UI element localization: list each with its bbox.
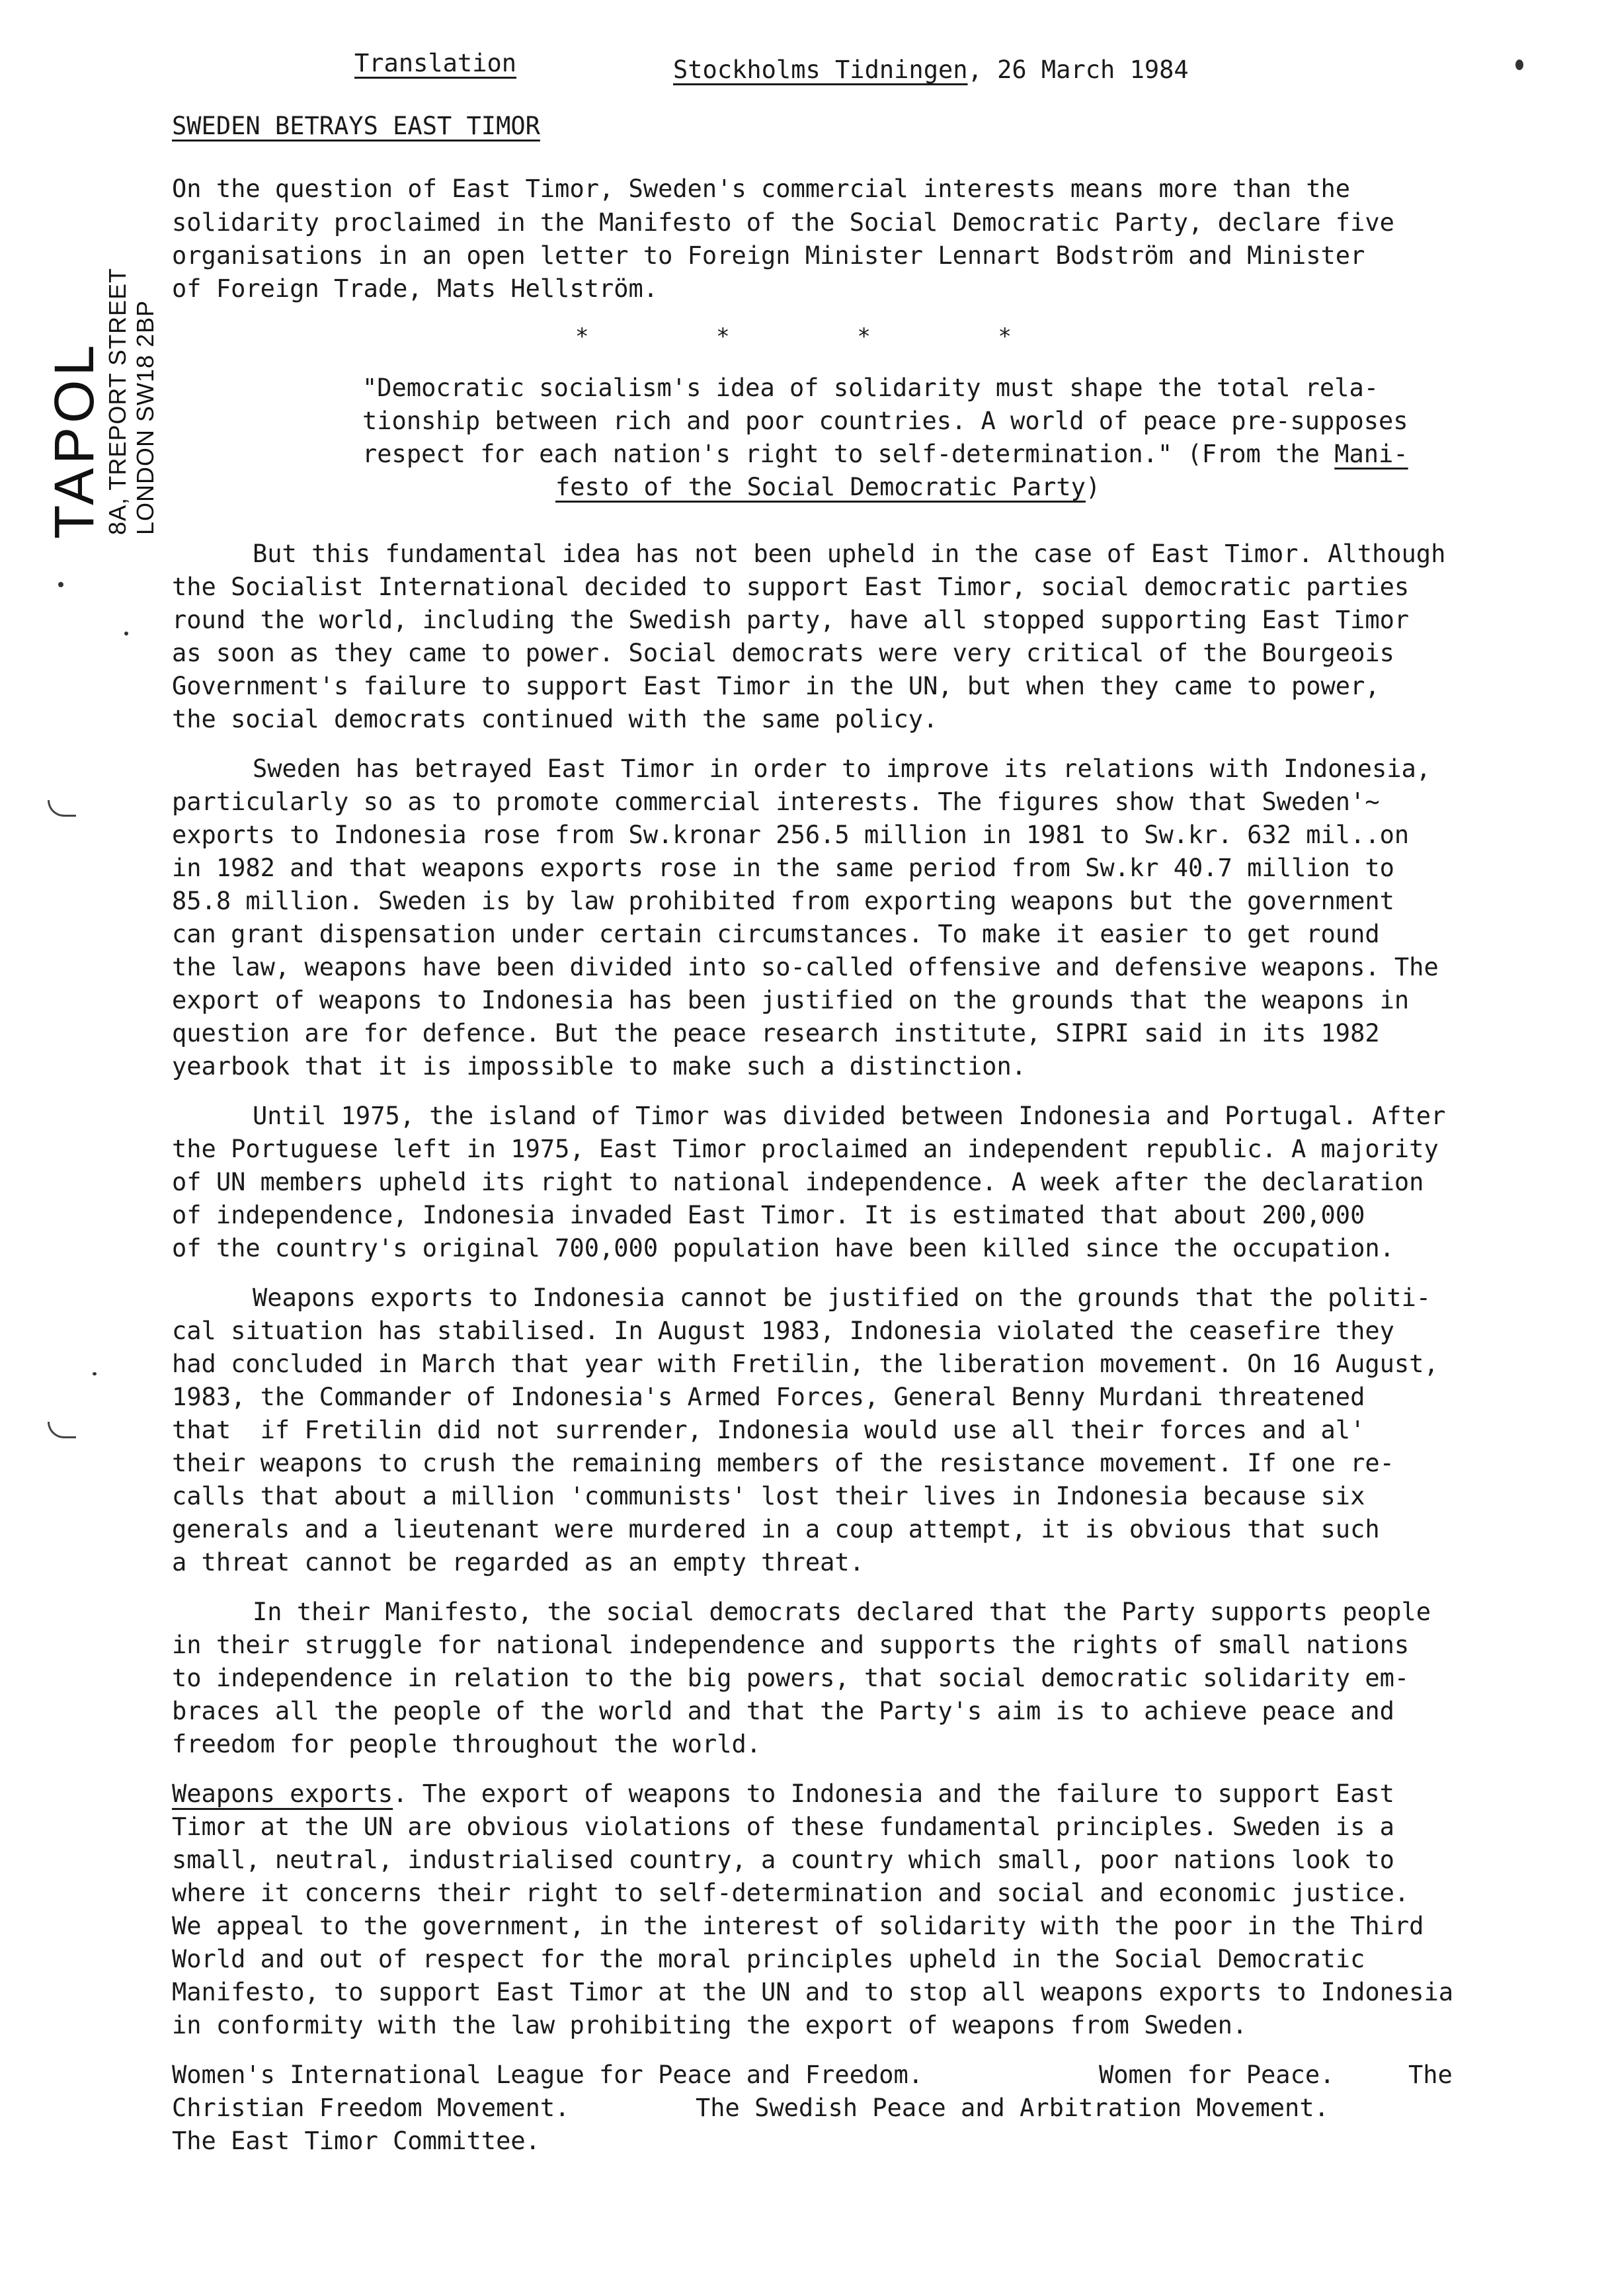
text-line: export of weapons to Indonesia has been justified on the grounds that the weapons in	[172, 986, 1410, 1014]
text-span: . The export of weapons to Indonesia and the failure to support East	[393, 1780, 1394, 1808]
article-title: SWEDEN BETRAYS EAST TIMOR	[172, 112, 540, 140]
text-line: had concluded in March that year with Fretilin, the liberation movement. On 16 August,	[172, 1350, 1439, 1378]
text-line: generals and a lieutenant were murdered in a coup attempt, it is obvious that such	[172, 1515, 1380, 1543]
signatory: Women's International League for Peace and Freedom.	[172, 2061, 924, 2089]
text-line: calls that about a million 'communists' lost their lives in Indonesia because six	[172, 1482, 1365, 1510]
text-line: "Democratic socialism's idea of solidarity must shape the total rela-	[362, 374, 1379, 402]
stamp-address-street: 8A, TREPORT STREET	[104, 267, 131, 535]
margin-dot	[93, 1372, 97, 1375]
text-line: Until 1975, the island of Timor was divided between Indonesia and Portugal. After	[253, 1102, 1446, 1130]
text-line: braces all the people of the world and that the Party's aim is to achieve peace and	[172, 1697, 1394, 1725]
text-line: question are for defence. But the peace research institute, SIPRI said in its 1982	[172, 1019, 1380, 1047]
text-line: yearbook that it is impossible to make such a distinction.	[172, 1052, 1027, 1081]
text-line: in 1982 and that weapons exports rose in the same period from Sw.kr 40.7 million to	[172, 854, 1394, 882]
margin-dot	[124, 632, 128, 636]
translation-label: Translation	[354, 49, 517, 77]
text-line: But this fundamental idea has not been upheld in the case of East Timor. Although	[253, 540, 1446, 568]
text-line: organisations in an open letter to Foreign Minister Lennart Bodström and Minister	[172, 241, 1365, 270]
quote-source-underlined: festo of the Social Democratic Party	[555, 473, 1086, 501]
text-line: of independence, Indonesia invaded East Timor. It is estimated that about 200,000	[172, 1201, 1365, 1229]
text-line: cal situation has stabilised. In August 1983, Indonesia violated the ceasefire they	[172, 1317, 1394, 1345]
signatory: The East Timor Committee.	[172, 2127, 540, 2155]
text-line: the social democrats continued with the same policy.	[172, 705, 938, 733]
text-line: particularly so as to promote commercial interests. The figures show that Sweden'~	[172, 788, 1380, 816]
signatory: The Swedish Peace and Arbitration Movement.	[696, 2094, 1329, 2122]
text-line: On the question of East Timor, Sweden's commercial interests means more than the	[172, 175, 1351, 203]
text-line: their weapons to crush the remaining members of the resistance movement. If one re-	[172, 1449, 1394, 1477]
text-line: to independence in relation to the big powers, that social democratic solidarity em-	[172, 1664, 1410, 1692]
text-line: 85.8 million. Sweden is by law prohibited from exporting weapons but the government	[172, 887, 1394, 915]
text-line: We appeal to the government, in the interest of solidarity with the poor in the Third	[172, 1912, 1424, 1940]
margin-hole-mark	[48, 800, 76, 817]
text-line: in conformity with the law prohibiting the export of weapons from Sweden.	[172, 2011, 1248, 2039]
text-line: 1983, the Commander of Indonesia's Armed Forces, General Benny Murdani threatened	[172, 1383, 1365, 1411]
text-line: Weapons exports to Indonesia cannot be justified on the grounds that the politi-	[253, 1284, 1431, 1312]
text-line: Sweden has betrayed East Timor in order to improve its relations with Indonesia,	[253, 755, 1431, 783]
text-line	[172, 1777, 1394, 1811]
text-line: round the world, including the Swedish party, have all stopped supporting East Timor	[172, 606, 1410, 634]
stamp-address-city: LONDON SW18 2BP	[132, 300, 159, 535]
text-line: as soon as they came to power. Social democrats were very critical of the Bourgeois	[172, 639, 1394, 667]
text-line: In their Manifesto, the social democrats declared that the Party supports people	[253, 1598, 1431, 1626]
text-line: the Socialist International decided to support East Timor, social democratic parties	[172, 573, 1410, 601]
text-line: that if Fretilin did not surrender, Indonesia would use all their forces and al'	[172, 1416, 1365, 1444]
text-line: the Portuguese left in 1975, East Timor proclaimed an independent republic. A majority	[172, 1135, 1439, 1163]
text-line: World and out of respect for the moral principles upheld in the Social Democratic	[172, 1945, 1365, 1973]
source-header	[673, 53, 1189, 87]
text-line: small, neutral, industrialised country, a country which small, poor nations look to	[172, 1846, 1394, 1874]
text-line: where it concerns their right to self-determination and social and economic justice.	[172, 1879, 1410, 1907]
text-line: Manifesto, to support East Timor at the UN and to stop all weapons exports to Indonesia	[172, 1978, 1454, 2006]
separator-star: *	[857, 323, 871, 350]
stamp-name: TAPOL	[43, 341, 105, 539]
text-line: solidarity proclaimed in the Manifesto of the Social Democratic Party, declare five	[172, 208, 1394, 237]
text-line: in their struggle for national independence and supports the rights of small nations	[172, 1631, 1410, 1659]
text-line: exports to Indonesia rose from Sw.kronar 256.5 million in 1981 to Sw.kr. 632 mil..on	[172, 821, 1410, 849]
corner-dot-mark	[1515, 60, 1523, 70]
weapons-exports-heading: Weapons exports	[172, 1780, 393, 1808]
text-line: of the country's original 700,000 population have been killed since the occupation.	[172, 1234, 1394, 1262]
tapol-address-stamp	[43, 235, 165, 539]
text-line: tionship between rich and poor countries. A world of peace pre-supposes	[362, 407, 1408, 435]
quote-tail: )	[1085, 473, 1101, 501]
text-line	[362, 437, 1408, 471]
text-line	[555, 470, 1100, 504]
text-line: can grant dispensation under certain circumstances. To make it easier to get round	[172, 920, 1380, 948]
text-line: of UN members upheld its right to national independence. A week after the declaration	[172, 1168, 1424, 1196]
signatory: The	[1408, 2061, 1453, 2089]
separator-star: *	[998, 323, 1012, 350]
source-name: Stockholms Tidningen	[673, 56, 968, 84]
text-line: freedom for people throughout the world.	[172, 1730, 762, 1758]
text-line: a threat cannot be regarded as an empty threat.	[172, 1548, 864, 1577]
margin-hole-mark	[48, 1422, 76, 1438]
signatory: Christian Freedom Movement.	[172, 2094, 570, 2122]
quote-text: respect for each nation's right to self-determination." (From the	[362, 440, 1335, 468]
text-line: Timor at the UN are obvious violations of these fundamental principles. Sweden is a	[172, 1813, 1394, 1841]
text-line: Government's failure to support East Timor in the UN, but when they came to power,	[172, 672, 1380, 700]
margin-dot	[58, 582, 63, 587]
text-line: of Foreign Trade, Mats Hellström.	[172, 274, 659, 303]
separator-star: *	[575, 323, 589, 350]
quote-source-underlined: Mani-	[1334, 440, 1408, 468]
source-date: , 26 March 1984	[967, 56, 1189, 84]
separator-star: *	[716, 323, 730, 350]
signatory: Women for Peace.	[1099, 2061, 1335, 2089]
section-separator	[575, 320, 1012, 354]
text-line: the law, weapons have been divided into so-called offensive and defensive weapons. The	[172, 953, 1439, 981]
